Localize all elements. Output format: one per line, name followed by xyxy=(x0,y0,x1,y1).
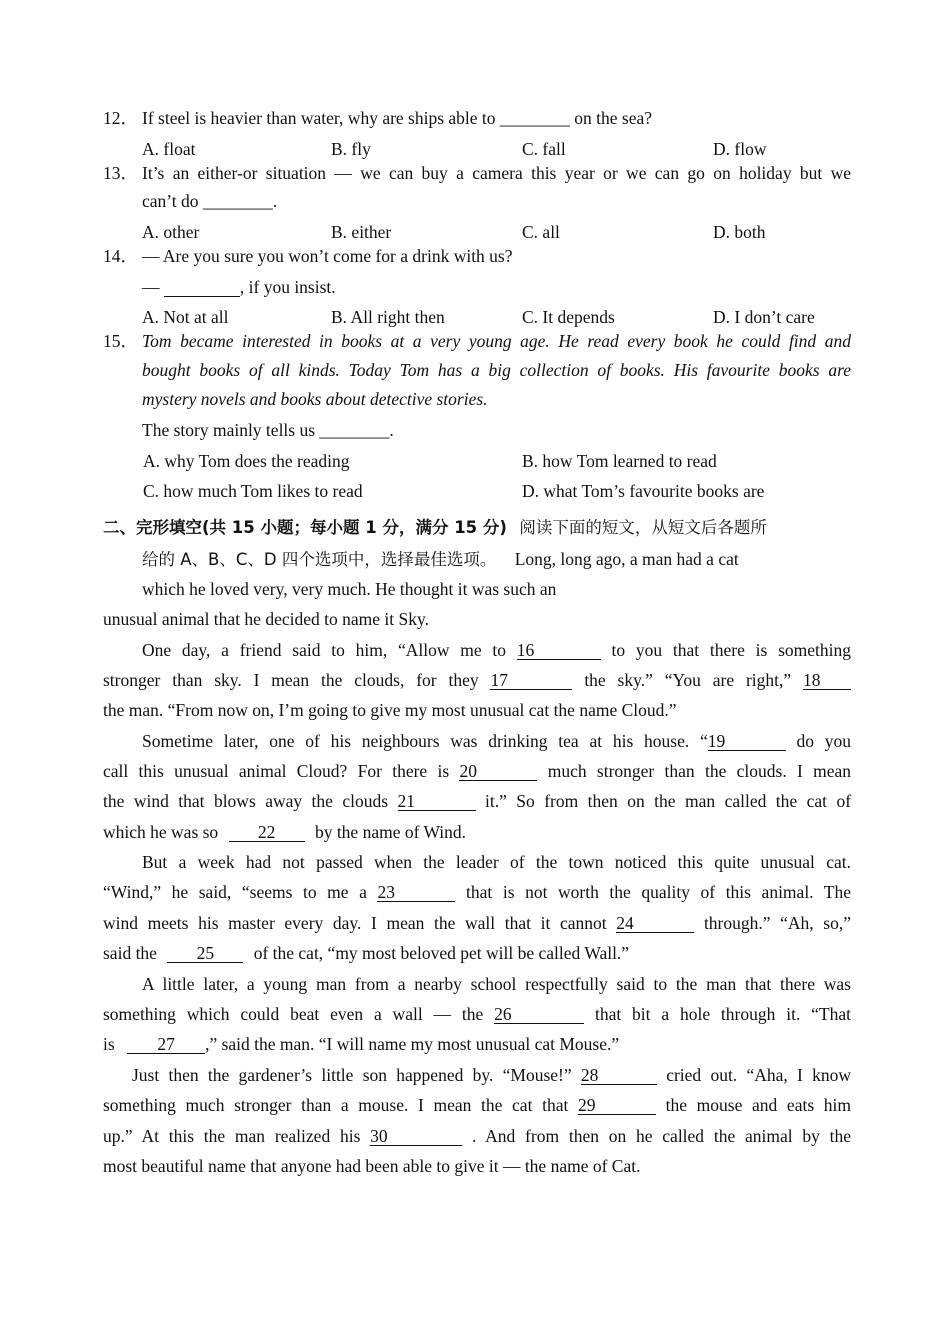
question-number: 13． xyxy=(103,163,138,183)
passage-line: the man. “From now on, I’m going to give my most unusual cat the name Cloud.” xyxy=(103,700,677,720)
blank-25: 25 xyxy=(167,944,243,963)
option-c: C. all xyxy=(522,222,560,242)
passage-line: Sometime later, one of his neighbours was drinking tea at his house. “19 do you xyxy=(142,731,852,751)
section-heading-line xyxy=(103,516,767,539)
section-title: 二、完形填空(共 15 小题；每小题 1 分，满分 15 分) xyxy=(103,518,507,537)
section-instruction: 给的 A、B、C、D 四个选项中，选择最佳选项。 xyxy=(142,550,497,569)
blank-27: 27 xyxy=(127,1035,205,1054)
option-c: C. It depends xyxy=(522,307,615,327)
passage-line: stronger than sky. I mean the clouds, for they 17 the sky.” “You are right,” 18 xyxy=(103,669,851,691)
blank-20: 20 xyxy=(459,762,537,781)
section-instruction-line xyxy=(142,548,739,571)
question-number: 15． xyxy=(103,331,138,351)
blank-17: 17 xyxy=(490,671,572,690)
passage-line: which he was so 22 by the name of Wind. xyxy=(103,822,467,842)
dialogue-line-2 xyxy=(142,276,336,298)
blank-29: 29 xyxy=(578,1096,656,1115)
blank-28: 28 xyxy=(581,1066,657,1085)
option-b: B. All right then xyxy=(331,307,445,327)
option-d: D. what Tom’s favourite books are xyxy=(522,481,765,501)
option-b: B. fly xyxy=(331,139,371,159)
passage-line: But a week had not passed when the leader of the town noticed this quite unusual cat. xyxy=(142,852,851,872)
passage-line: is 27 ,” said the man. “I will name my most unusual cat Mouse.” xyxy=(103,1034,620,1054)
option-b: B. how Tom learned to read xyxy=(522,451,717,471)
passage-line: call this unusual animal Cloud? For there is 20 much stronger than the clouds. I mean xyxy=(103,761,851,781)
passage-line: mystery novels and books about detective stories. xyxy=(142,389,488,409)
option-a: A. float xyxy=(142,139,196,159)
passage-line: One day, a friend said to him, “Allow me to 16 to you that there is something xyxy=(142,640,852,660)
option-b: B. either xyxy=(331,222,392,242)
question-number: 12． xyxy=(103,108,138,128)
passage-line: bought books of all kinds. Today Tom has a big collection of books. His favourite books are xyxy=(142,360,851,380)
passage-opening: unusual animal that he decided to name it Sky. xyxy=(103,609,429,629)
option-c: C. fall xyxy=(522,139,566,159)
dash: — xyxy=(142,277,160,297)
passage-line: something much stronger than a mouse. I mean the cat that 29 the mouse and eats him xyxy=(103,1095,852,1115)
option-a: A. other xyxy=(142,222,200,242)
passage-line: Just then the gardener’s little son happened by. “Mouse!” 28 cried out. “Aha, I know xyxy=(132,1065,852,1085)
option-a: A. why Tom does the reading xyxy=(143,451,350,471)
passage-opening: Long, long ago, a man had a cat xyxy=(514,549,739,569)
blank-21: 21 xyxy=(398,792,476,811)
passage-line: said the 25 of the cat, “my most beloved pet will be called Wall.” xyxy=(103,943,630,963)
passage-line: most beautiful name that anyone had been able to give it — the name of Cat. xyxy=(103,1156,641,1176)
passage-line: wind meets his master every day. I mean the wall that it cannot 24 through.” “Ah, so,” xyxy=(103,913,852,933)
blank-19: 19 xyxy=(708,732,786,751)
option-a: A. Not at all xyxy=(142,307,229,327)
blank-30: 30 xyxy=(370,1127,462,1146)
passage-line: Tom became interested in books at a very young age. He read every book he could find and xyxy=(142,331,851,351)
option-d: D. I don’t care xyxy=(713,307,815,327)
blank-22: 22 xyxy=(229,823,305,842)
option-d: D. both xyxy=(713,222,766,242)
question-number: 14． xyxy=(103,246,138,266)
option-d: D. flow xyxy=(713,139,767,159)
option-c: C. how much Tom likes to read xyxy=(143,481,363,501)
question-prompt: The story mainly tells us ________. xyxy=(142,420,394,440)
question-stem: It’s an either-or situation — we can buy a camera this year or we can go on holiday but we xyxy=(142,163,851,183)
dialogue-rest: , if you insist. xyxy=(239,277,336,297)
blank-24: 24 xyxy=(616,914,694,933)
blank-23: 23 xyxy=(377,883,455,902)
passage-line: up.” At this the man realized his 30 . And from then on he called the animal by the xyxy=(103,1126,852,1146)
passage-opening: which he loved very, very much. He thought it was such an xyxy=(142,579,557,599)
question-stem-continued: can’t do ________. xyxy=(142,191,278,211)
passage-line: something which could beat even a wall — the 26 that bit a hole through it. “That xyxy=(103,1004,851,1024)
passage-line: A little later, a young man from a nearby school respectfully said to the man that there was xyxy=(142,974,851,994)
blank-18: 18 xyxy=(803,671,851,690)
passage-line: the wind that blows away the clouds 21 it.” So from then on the man called the cat of xyxy=(103,791,852,811)
question-stem: If steel is heavier than water, why are ships able to ________ on the sea? xyxy=(142,108,653,128)
dialogue-line-1: — Are you sure you won’t come for a drink with us? xyxy=(142,246,513,266)
section-instruction: 阅读下面的短文，从短文后各题所 xyxy=(519,518,767,537)
passage-line: “Wind,” he said, “seems to me a 23 that is not worth the quality of this animal. The xyxy=(103,882,852,902)
answer-blank xyxy=(164,278,240,297)
blank-26: 26 xyxy=(494,1005,584,1024)
blank-16: 16 xyxy=(517,641,601,660)
